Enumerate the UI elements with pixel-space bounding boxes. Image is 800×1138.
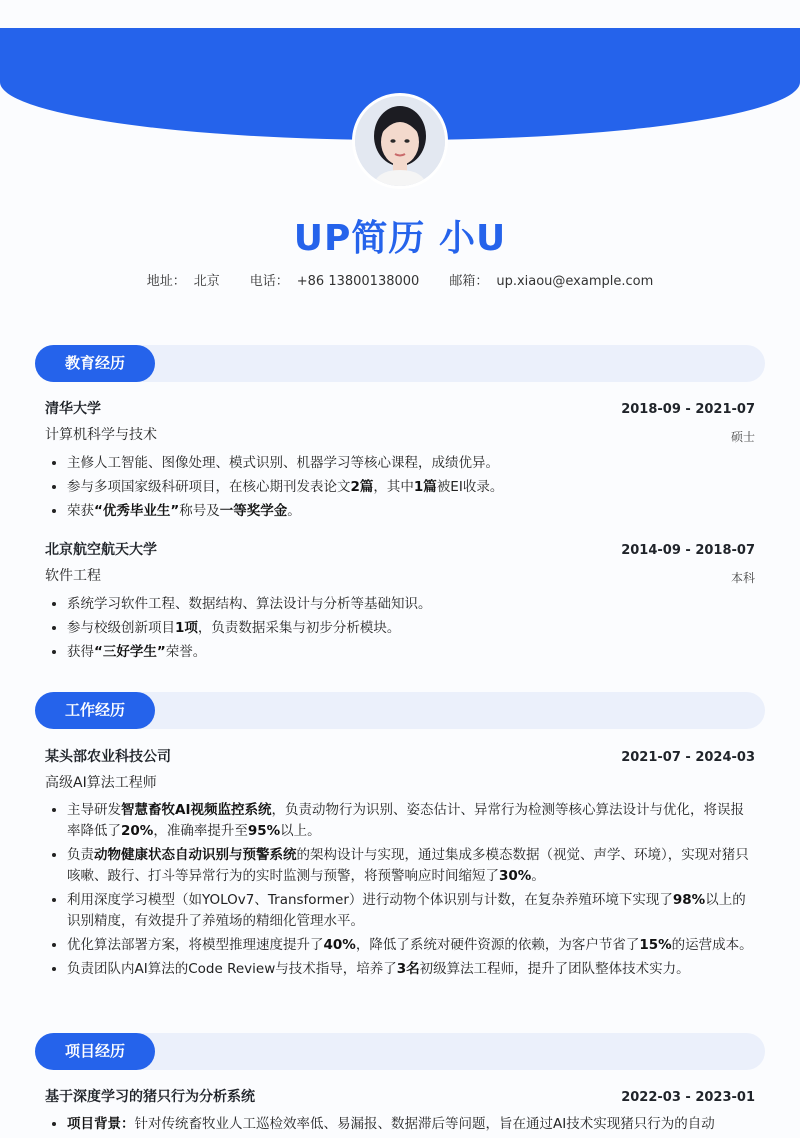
bullet-item: • 利用深度学习模型（如YOLOv7、Transformer）进行动物个体识别与计数，在复杂养殖环境下实现了98%以上的识别精度，有效提升了养殖场的精细化管理水平。 — [67, 890, 755, 932]
school-name: 北京航空航天大学 — [45, 542, 157, 558]
date-range: 2018-09 - 2021-07 — [621, 402, 755, 417]
degree: 本科 — [730, 571, 755, 585]
bullet-item: • 参与多项国家级科研项目，在核心期刊发表论文2篇，其中1篇被EI收录。 — [67, 477, 755, 498]
date-range: 2014-09 - 2018-07 — [621, 543, 755, 558]
bullet-item: • 优化算法部署方案，将模型推理速度提升了40%，降低了系统对硬件资源的依赖，为客户节省了15%的运营成本。 — [67, 935, 755, 956]
bullet-item: • 主导研发智慧畜牧AI视频监控系统，负责动物行为识别、姿态估计、异常行为检测等核心算法设计与优化，将误报率降低了20%，准确率提升至95%以上。 — [67, 800, 755, 842]
bullet-item: • 参与校级创新项目1项，负责数据采集与初步分析模块。 — [67, 618, 755, 639]
bullet-list — [45, 453, 755, 525]
section-education — [35, 345, 765, 382]
avatar-portrait-icon — [355, 96, 445, 186]
section-work — [35, 692, 765, 729]
degree: 硕士 — [730, 430, 755, 444]
bullet-item: • 主修人工智能、图像处理、模式识别、机器学习等核心课程，成绩优异。 — [67, 453, 755, 474]
bullet-item: • 负责动物健康状态自动识别与预警系统的架构设计与实现，通过集成多模态数据（视觉、声学、环境），实现对猪只咳嗽、跛行、打斗等异常行为的实时监测与预警，将预警响应时间缩短了30%。 — [67, 845, 755, 887]
bullet-list — [45, 594, 755, 666]
date-range: 2021-07 - 2024-03 — [621, 750, 755, 765]
bullet-list — [45, 800, 755, 983]
job-role: 高级AI算法工程师 — [45, 775, 157, 791]
education-entry — [45, 398, 755, 445]
bullet-item: • 系统学习软件工程、数据结构、算法设计与分析等基础知识。 — [67, 594, 755, 615]
contact-info — [0, 270, 800, 289]
contact-address: 地址： 北京 — [146, 274, 220, 289]
contact-email: 邮箱： up.xiaou@example.com — [449, 274, 654, 289]
education-entry — [45, 539, 755, 586]
work-entry — [45, 746, 755, 792]
bullet-item: • 荣获“优秀毕业生”称号及一等奖学金。 — [67, 501, 755, 522]
school-name: 清华大学 — [45, 401, 101, 417]
candidate-name: UP简历 小U — [293, 218, 507, 259]
project-entry — [45, 1086, 755, 1106]
bullet-item: • 负责团队内AI算法的Code Review与技术指导，培养了3名初级算法工程师，提升了团队整体技术实力。 — [67, 959, 755, 980]
date-range: 2022-03 - 2023-01 — [621, 1090, 755, 1105]
bullet-list — [45, 1114, 755, 1138]
major: 计算机科学与技术 — [45, 427, 157, 443]
section-title: 项目经历 — [35, 1033, 155, 1070]
section-title: 工作经历 — [35, 692, 155, 729]
contact-phone: 电话： +86 13800138000 — [249, 274, 420, 289]
section-projects — [35, 1033, 765, 1070]
avatar — [352, 93, 448, 189]
bullet-item: • 获得“三好学生”荣誉。 — [67, 642, 755, 663]
company-name: 某头部农业科技公司 — [45, 749, 171, 765]
major: 软件工程 — [45, 568, 101, 584]
section-title: 教育经历 — [35, 345, 155, 382]
bullet-item: • 项目背景：针对传统畜牧业人工巡检效率低、易漏报、数据滞后等问题，旨在通过AI技术实现猪只行为的自动 — [67, 1114, 755, 1135]
project-name: 基于深度学习的猪只行为分析系统 — [45, 1089, 255, 1105]
